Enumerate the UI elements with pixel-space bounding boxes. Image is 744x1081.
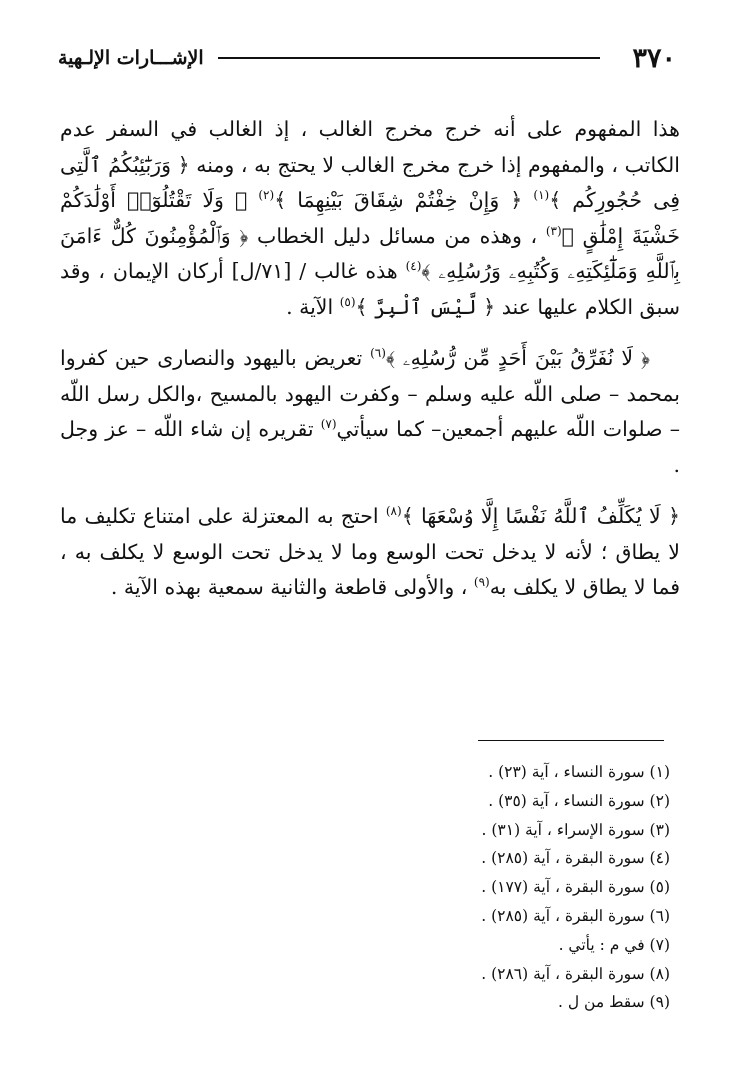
quran-verse: ﴿ وَرَبَٰٓئِبُكُمُ ٱلَّتِى فِى حُجُورِكُم ﴾	[60, 152, 680, 212]
page-number: ٣٧٠	[632, 42, 676, 74]
footnote-item: (٧) في م : يأتي .	[558, 935, 670, 954]
text-run: الآية .	[286, 294, 340, 319]
quran-verse: ﴿ لَا نُفَرِّقُ بَيْنَ أَحَدٍ مِّن رُّسُلِهِۦ ﴾	[385, 346, 650, 370]
header-rule	[218, 57, 601, 59]
footnote-item: (٤) سورة البقرة ، آية (٢٨٥) .	[481, 849, 670, 868]
footnote-ref-5: (٥)	[339, 294, 356, 309]
paragraph-3	[60, 499, 680, 606]
footnote-item: (٢) سورة النساء ، آية (٣٥) .	[488, 791, 670, 810]
text-run: هذا المفهوم على أنه خرج مخرج الغالب ، إذ الغالب في السفر عدم الكاتب ، والمفهوم إذا خرج مخرج الغالب لا يحتج به ، ومنه	[60, 117, 680, 177]
text-run: ، وهذه من مسائل دليل الخطاب	[248, 223, 546, 248]
footnotes-list	[250, 758, 670, 1017]
footnote-item: (٥) سورة البقرة ، آية (١٧٧) .	[481, 878, 670, 897]
quran-verse: ﴿ وَلَا تَقْتُلُوٓا۟ أَوْلَٰدَكُمْ خَشْيَةَ إِمْلَٰقٍ ﴾	[60, 188, 681, 248]
text-run	[247, 188, 258, 212]
paragraph-2	[60, 341, 680, 483]
footnote-ref-2: (٢)	[258, 188, 275, 203]
footnote-ref-6: (٦)	[370, 346, 386, 361]
main-text	[60, 112, 680, 606]
text-run: احتج به المعتزلة على امتناع تكليف ما لا يطاق ؛ لأنه لا يدخل تحت الوسع وما لا يدخل تحت الوسع لا يكلف به ، فما لا يطاق لا يكلف به	[60, 504, 680, 599]
text-run: تعريض باليهود والنصارى حين كفروا بمحمد – صلى اللّه عليه وسلم – وكفرت اليهود بالمسيح ،والكل رسل اللّه – صلوات اللّه عليهم أجمعين– كما سيأتي	[60, 346, 680, 441]
footnote-item: (٩) سقط من ل .	[558, 993, 670, 1012]
quran-verse: ﴿ لَّيْسَ ٱلْبِرَّ ﴾	[355, 294, 496, 319]
footnote-ref-4: (٤)	[405, 259, 422, 274]
footnote-ref-1: (١)	[533, 188, 550, 203]
running-title: الإشـــارات الإلـهية	[58, 47, 204, 69]
footnote-separator	[478, 740, 664, 741]
quran-verse: ﴿ لَا يُكَلِّفُ ٱللَّهُ نَفْسًا إِلَّا وُسْعَهَا ﴾	[401, 504, 681, 528]
text-run: تقريره إن شاء اللّه – عز وجل .	[60, 417, 680, 477]
page-header	[58, 38, 676, 78]
text-run	[522, 188, 533, 212]
footnote-ref-7: (٧)	[320, 417, 337, 432]
footnote-ref-9: (٩)	[473, 575, 490, 590]
quran-verse: ﴿ وَإِنْ خِفْتُمْ شِقَاقَ بَيْنِهِمَا ﴾	[274, 188, 523, 212]
paragraph-1	[60, 112, 680, 325]
text-run: ، والأولى قاطعة والثانية سمعية بهذه الآية .	[110, 575, 474, 599]
quran-verse: ﴿ وَٱلْمُؤْمِنُونَ كُلٌّ ءَامَنَ بِٱللَّهِ وَمَلَٰٓئِكَتِهِۦ وَكُتُبِهِۦ وَرُسُلِهِۦ ﴾	[60, 223, 680, 283]
footnote-item: (١) سورة النساء ، آية (٢٣) .	[488, 763, 670, 781]
footnote-item: (٨) سورة البقرة ، آية (٢٨٦) .	[481, 964, 670, 983]
footnote-ref-8: (٨)	[385, 504, 402, 519]
footnote-ref-3: (٣)	[545, 223, 562, 238]
footnote-item: (٣) سورة الإسراء ، آية (٣١) .	[481, 820, 670, 839]
text-run: هذه غالب / [٧١/ل] أركان الإيمان ، وقد سبق الكلام عليها عند	[60, 259, 680, 319]
footnote-item: (٦) سورة البقرة ، آية (٢٨٥) .	[481, 906, 670, 925]
